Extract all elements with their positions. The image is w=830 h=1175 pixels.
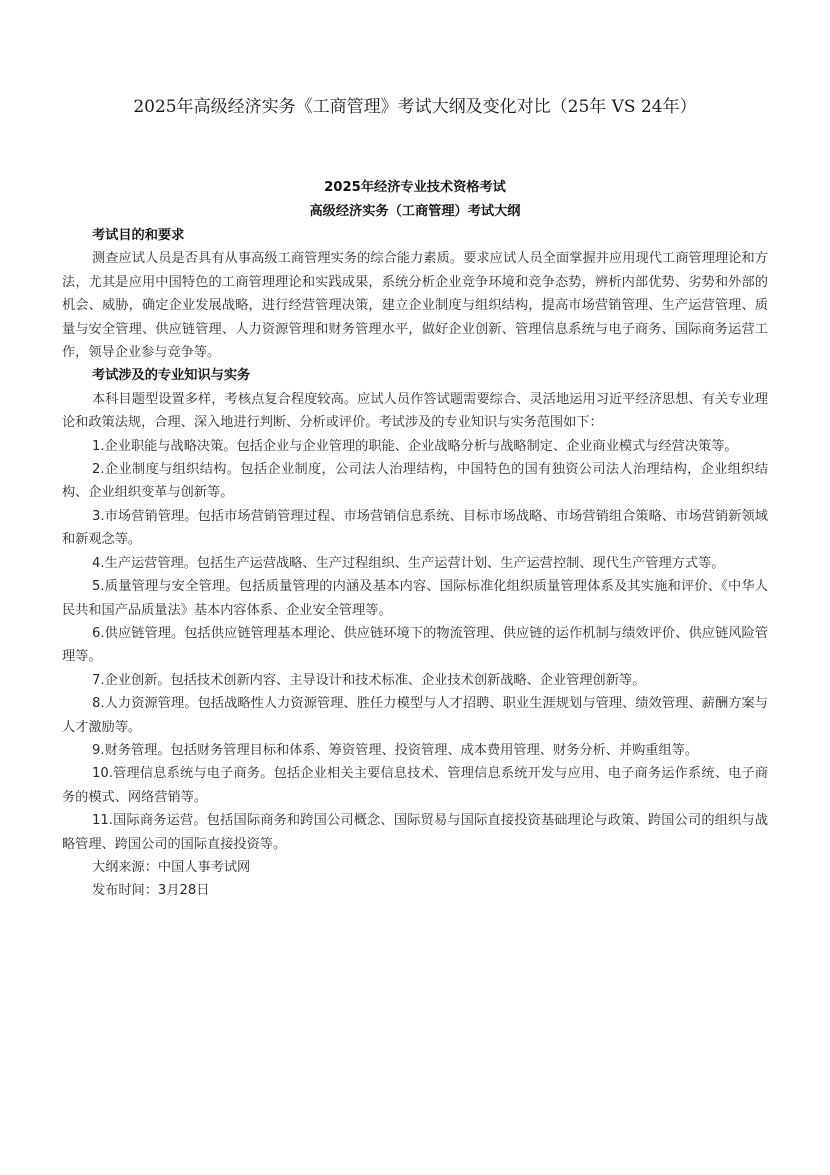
publish-date-line: 发布时间：3月28日 xyxy=(92,883,210,899)
list-item: 3.市场营销管理。包括市场营销管理过程、市场营销信息系统、目标市场战略、市场营销组合策略、市场营销新领域和新观念等。 xyxy=(62,508,768,548)
source-line: 大纲来源：中国人事考试网 xyxy=(92,859,251,875)
outline-heading: 高级经济实务（工商管理）考试大纲 xyxy=(309,204,521,219)
list-item: 10.管理信息系统与电子商务。包括企业相关主要信息技术、管理信息系统开发与应用、电子商务运作系统、电子商务的模式、网络营销等。 xyxy=(62,766,768,805)
list-item: 5.质量管理与安全管理。包括质量管理的内涵及基本内容、国际标准化组织质量管理体系及其实施和评价、《中华人民共和国产品质量法》基本内容体系、企业安全管理等。 xyxy=(62,579,768,618)
section-heading-purpose: 考试目的和要求 xyxy=(92,228,185,243)
outline-content xyxy=(62,176,768,903)
list-item: 7.企业创新。包括技术创新内容、主导设计和技术标准、企业技术创新战略、企业管理创新等。 xyxy=(92,672,646,688)
exam-heading: 2025年经济专业技术资格考试 xyxy=(324,180,506,195)
list-item: 4.生产运营管理。包括生产运营战略、生产过程组织、生产运营计划、生产运营控制、现代生产管理方式等。 xyxy=(92,555,725,571)
document-title: 2025年高级经济实务《工商管理》考试大纲及变化对比（25年 VS 24年） xyxy=(133,97,697,117)
list-item: 1.企业职能与战略决策。包括企业与企业管理的职能、企业战略分析与战略制定、企业商业模式与经营决策等。 xyxy=(92,438,738,454)
list-item: 9.财务管理。包括财务管理目标和体系、筹资管理、投资管理、成本费用管理、财务分析、并购重组等。 xyxy=(92,742,699,758)
list-item: 6.供应链管理。包括供应链管理基本理论、供应链环境下的物流管理、供应链的运作机制与绩效评价、供应链风险管理等。 xyxy=(62,625,768,665)
list-item: 11.国际商务运营。包括国际商务和跨国公司概念、国际贸易与国际直接投资基础理论与政策、跨国公司的组织与战略管理、跨国公司的国际直接投资等。 xyxy=(62,813,768,852)
knowledge-intro-paragraph: 本科目题型设置多样，考核点复合程度较高。应试人员作答试题需要综合、灵活地运用习近平经济思想、有关专业理论和政策法规，合理、深入地进行判断、分析或评价。考试涉及的专业知识与实务范围如下： xyxy=(62,391,768,431)
list-item: 2.企业制度与组织结构。包括企业制度，公司法人治理结构，中国特色的国有独资公司法人治理结构，企业组织结构、企业组织变革与创新等。 xyxy=(62,462,768,501)
section-heading-knowledge: 考试涉及的专业知识与实务 xyxy=(92,368,251,384)
purpose-paragraph: 测查应试人员是否具有从事高级工商管理实务的综合能力素质。要求应试人员全面掌握并应用现代工商管理理论和方法，尤其是应用中国特色的工商管理理论和实践成果，系统分析企业竞争环境和竞争态势，辨析内部优势、劣势和外部的机会、威胁，确定企业发展战略，进行经营管理决策，建立企业制度与组织结构，提高市场营销管理、生产运营管理、质量与安全管理、供应链管理、人力资源管理和财务管理水平，做好企业创新、管理信息系统与电子商务、国际商务运营工作，领导企业参与竞争等。 xyxy=(62,251,768,361)
list-item: 8.人力资源管理。包括战略性人力资源管理、胜任力模型与人才招聘、职业生涯规划与管理、绩效管理、薪酬方案与人才激励等。 xyxy=(62,696,768,735)
